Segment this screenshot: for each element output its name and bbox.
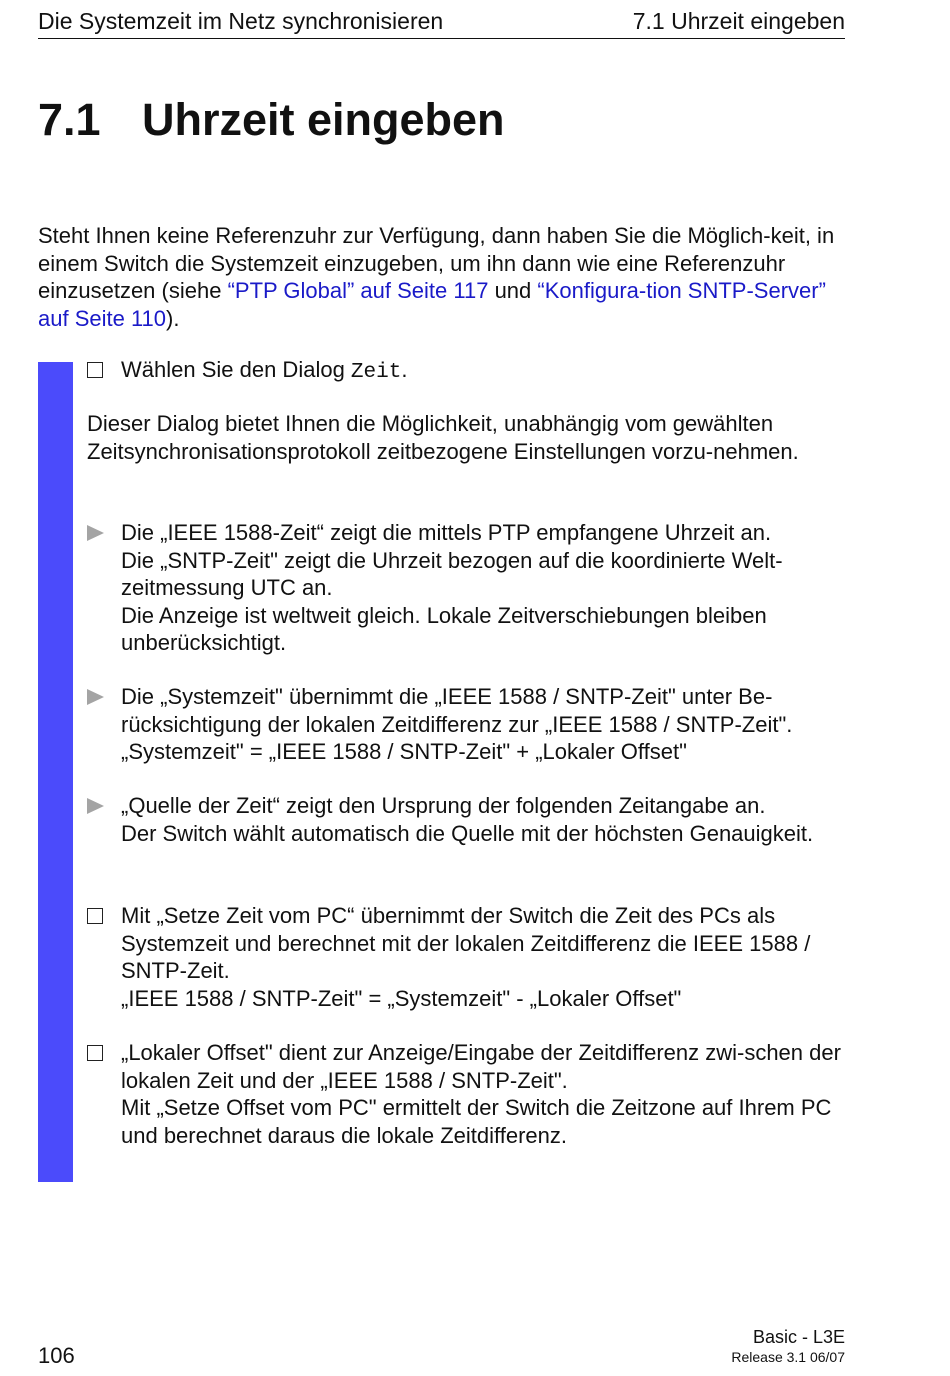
checkbox-icon [87,1045,103,1061]
step-set-time-line-2: „IEEE 1588 / SNTP-Zeit" = „Systemzeit" - „Lokaler Offset" [121,985,682,1011]
step-select-dialog: Wählen Sie den Dialog Zeit. [87,356,852,387]
footer-release: Release 3.1 06/07 [731,1349,845,1365]
link-sntp-server-config[interactable]: “Konfigura-tion SNTP-Server” auf Seite 110 [38,278,826,331]
dialog-description: Dieser Dialog bietet Ihnen die Möglichkeit, unabhängig vom gewählten Zeitsynchronisationsprotokoll zeitbezogene Einstellungen vorzu-nehmen. [87,411,799,464]
footer-product-info [731,1326,845,1366]
header-chapter-title: 7.1 Uhrzeit eingeben [632,8,845,34]
info-ieee-line-1: Die „IEEE 1588-Zeit“ zeigt die mittels PTP empfangene Uhrzeit an. [121,520,772,545]
checkbox-icon [87,908,103,924]
info-time-source [87,792,852,847]
step-set-time-line-1: Mit „Setze Zeit vom PC“ übernimmt der Switch die Zeit des PCs als Systemzeit und berechnet mit der lokalen Zeitdifferenz die IEEE 1588 / SNTP-Zeit. [121,903,811,983]
page-header [38,6,845,39]
step-select-text: Wählen Sie den Dialog [121,357,351,382]
dialog-name: Zeit [350,361,402,384]
info-ieee-line-3: Die Anzeige ist weltweit gleich. Lokale Zeitverschiebungen bleiben unberücksichtigt. [121,602,767,655]
chapter-number: 7.1 [38,94,101,145]
header-section-title: Die Systemzeit im Netz synchronisieren [38,8,444,34]
checkbox-icon [87,362,103,378]
info-system-line-2: „Systemzeit" = „IEEE 1588 / SNTP-Zeit" + „Lokaler Offset" [121,739,687,764]
chapter-heading [38,92,505,148]
arrow-right-icon [87,525,104,541]
step-offset-line-1: „Lokaler Offset" dient zur Anzeige/Eingabe der Zeitdifferenz zwi-schen der lokalen Zeit und der „IEEE 1588 / SNTP-Zeit". [121,1040,841,1093]
footer-product: Basic - L3E [752,1327,845,1347]
info-source-line-2: Der Switch wählt automatisch die Quelle mit der höchsten Genauigkeit. [121,820,814,846]
info-system-time [87,683,852,766]
page-number: 106 [38,1343,75,1368]
intro-text-c: ). [166,305,180,331]
info-source-line-1: „Quelle der Zeit“ zeigt den Ursprung der folgenden Zeitangabe an. [121,793,766,818]
intro-paragraph [38,222,850,332]
info-ieee-line-2: Die „SNTP-Zeit" zeigt die Uhrzeit bezogen auf die koordinierte Welt-zeitmessung UTC an. [121,547,783,600]
arrow-right-icon [87,689,104,705]
step-set-time-from-pc [87,902,852,1012]
step-offset-line-2: Mit „Setze Offset vom PC" ermittelt der Switch die Zeitzone auf Ihrem PC und berechnet daraus die lokale Zeitdifferenz. [121,1095,832,1148]
intro-text-b: und [488,278,538,303]
step-local-offset [87,1039,852,1149]
info-ieee-time [87,519,852,657]
link-ptp-global[interactable]: “PTP Global” auf Seite 117 [227,278,489,303]
chapter-title: Uhrzeit eingeben [142,94,505,145]
intro-text-a: Steht Ihnen keine Referenzuhr zur Verfügung, dann haben Sie die Möglich-keit, in einem Switch die Systemzeit einzugeben, um ihn dann wie eine Referenzuhr einzusetzen (siehe [38,223,835,303]
arrow-right-icon [87,798,104,814]
instruction-margin-bar [38,362,73,1182]
info-system-line-1: Die „Systemzeit" übernimmt die „IEEE 1588 / SNTP-Zeit" unter Be-rücksichtigung der lokalen Zeitdifferenz zur „IEEE 1588 / SNTP-Zeit". [121,684,793,737]
